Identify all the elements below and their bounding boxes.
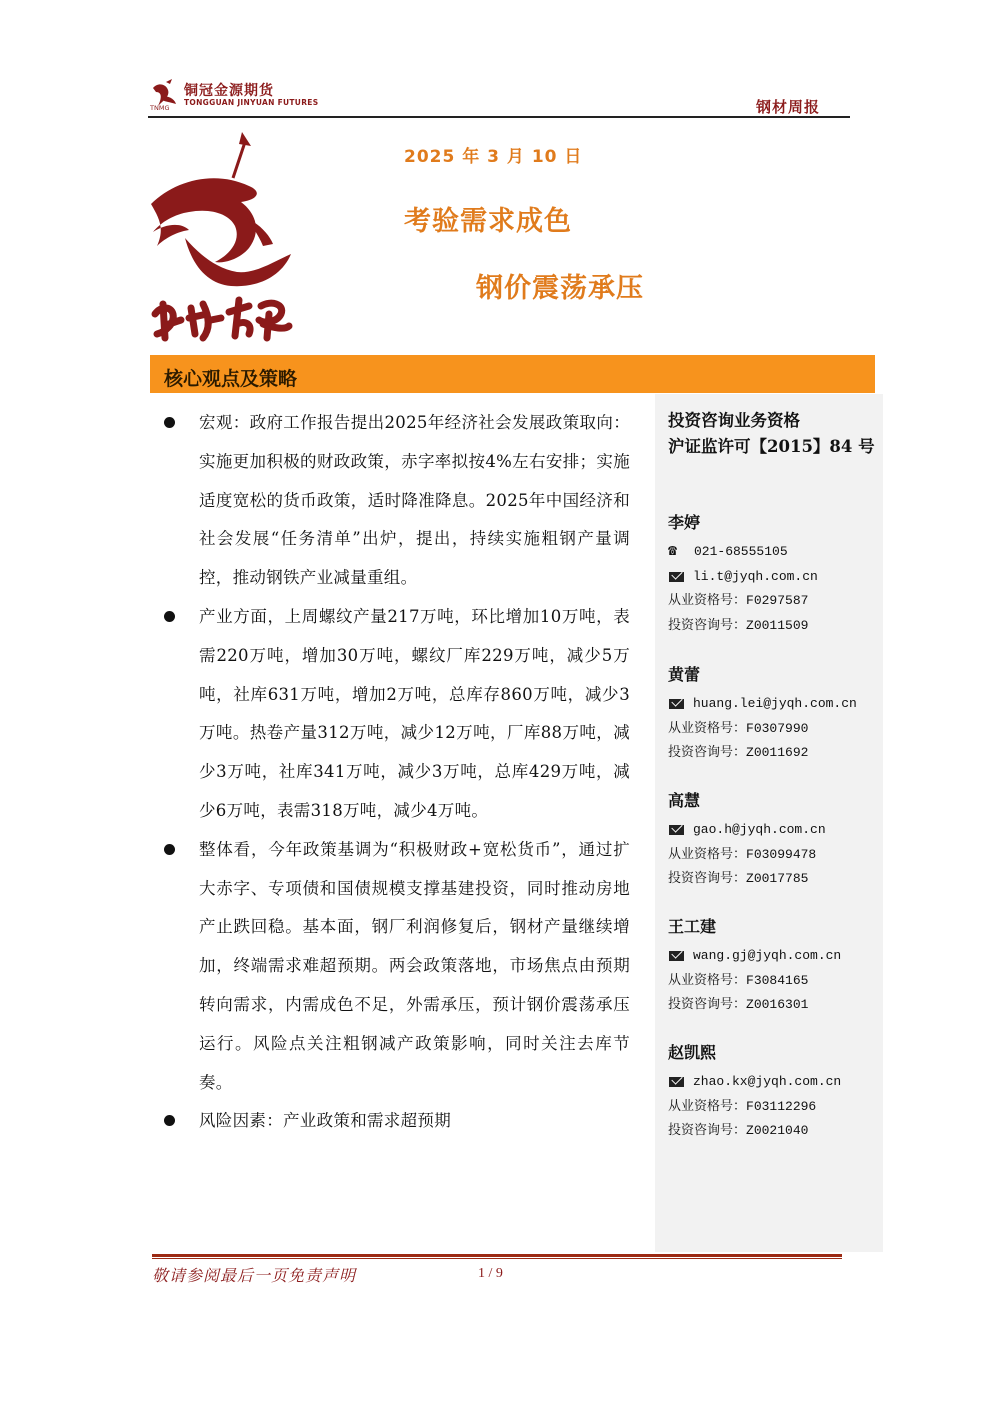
analyst-consult-row	[668, 867, 878, 892]
analyst-practice-row	[668, 969, 878, 994]
bullet-icon	[164, 417, 175, 428]
report-type: 钢材周报	[756, 98, 821, 116]
consult-label: 投资咨询号：	[668, 997, 747, 1012]
analyst-card	[668, 664, 878, 766]
consult-number: Z0021040	[746, 1123, 809, 1138]
analyst-phone: 021-68555105	[694, 544, 788, 559]
analyst-card	[668, 1042, 878, 1144]
list-item	[160, 1102, 630, 1141]
steel-logo-icon	[145, 128, 295, 348]
practice-label: 从业资格号：	[668, 1098, 747, 1114]
page-number: 1 / 9	[478, 1266, 503, 1281]
analyst-email-row	[668, 692, 878, 717]
analyst-email[interactable]: huang.lei@jyqh.com.cn	[693, 696, 857, 711]
practice-number: F03112296	[746, 1098, 817, 1114]
bullet-text-industry: 产业方面，上周螺纹产量217万吨，环比增加10万吨，表需220万吨，增加30万吨，螺纹厂库229万吨，减少5万吨，社库631万吨，增加2万吨，总库存860万吨，减少3万吨。热卷产量312万吨，减少12万吨，厂库88万吨，减少3万吨，社库341万吨，减少3万吨，总库429万吨，减少6万吨，表需318万吨，减少4万吨。	[199, 606, 630, 820]
analyst-email-row	[668, 565, 878, 590]
footer-divider	[152, 1254, 842, 1257]
consult-number: Z0016301	[746, 997, 809, 1012]
list-item	[160, 598, 630, 831]
bullet-icon	[164, 844, 175, 855]
practice-label: 从业资格号：	[668, 720, 747, 736]
practice-number: F0307990	[746, 720, 809, 736]
analyst-email-row	[668, 1070, 878, 1095]
analyst-email[interactable]: wang.gj@jyqh.com.cn	[693, 948, 842, 963]
analyst-email-row	[668, 944, 878, 969]
email-icon	[669, 825, 684, 835]
analyst-phone-row	[668, 540, 878, 565]
company-name-en: TONGGUAN JINYUAN FUTURES	[184, 98, 319, 107]
email-icon	[669, 572, 684, 582]
consult-label: 投资咨询号：	[668, 1123, 747, 1138]
consult-label: 投资咨询号：	[668, 617, 747, 633]
company-name-cn: 铜冠金源期货	[184, 83, 274, 99]
analyst-consult-row	[668, 614, 878, 639]
list-item	[160, 404, 630, 598]
consult-number: Z0011692	[746, 745, 809, 760]
header-divider	[148, 116, 850, 118]
phone-icon: ☎	[668, 543, 678, 561]
analyst-consult-row	[668, 741, 878, 766]
analyst-email-row	[668, 818, 878, 843]
practice-number: F3084165	[746, 972, 809, 988]
analyst-consult-row	[668, 1119, 878, 1144]
core-views-list	[160, 404, 630, 1141]
analyst-name: 黄蕾	[668, 665, 701, 684]
analyst-card	[668, 790, 878, 892]
practice-number: F0297587	[746, 593, 809, 608]
list-item	[160, 831, 630, 1103]
email-icon	[669, 951, 684, 961]
bullet-text-macro: 宏观：政府工作报告提出2025年经济社会发展政策取向：实施更加积极的财政政策，赤字率拟按4%左右安排；实施适度宽松的货币政策，适时降准降息。2025年中国经济和社会发展“任务清单”出炉，提出，持续实施粗钢产量调控，推动钢铁产业减量重组。	[199, 413, 630, 588]
consult-label: 投资咨询号：	[668, 871, 747, 886]
analyst-name: 高慧	[668, 791, 701, 810]
email-icon	[669, 1077, 684, 1087]
practice-label: 从业资格号：	[668, 972, 747, 988]
practice-number: F03099478	[746, 846, 817, 862]
analyst-name: 李婷	[668, 513, 701, 532]
analyst-practice-row	[668, 843, 878, 868]
analyst-name: 王工建	[668, 917, 717, 936]
bullet-icon	[164, 1115, 175, 1126]
analyst-email[interactable]: gao.h@jyqh.com.cn	[693, 822, 826, 837]
report-title-line2: 钢价震荡承压	[476, 273, 644, 304]
disclaimer-note: 敬请参阅最后一页免责声明	[152, 1266, 357, 1285]
analyst-name: 赵凯熙	[668, 1043, 717, 1062]
footer-divider-thin	[152, 1258, 842, 1259]
bullet-icon	[164, 611, 175, 622]
qualification-line1: 投资咨询业务资格	[668, 411, 800, 430]
email-icon	[669, 699, 684, 709]
report-title-line1: 考验需求成色	[404, 206, 572, 237]
analyst-card	[668, 916, 878, 1018]
bullet-text-overall: 整体看，今年政策基调为“积极财政+宽松货币”，通过扩大赤字、专项债和国债规模支撑基建投资，同时推动房地产止跌回稳。基本面，钢厂利润修复后，钢材产量继续增加，终端需求难超预期。两会政策落地，市场焦点由预期转向需求，内需成色不足，外需承压，预计钢价震荡承压运行。风险点关注粗钢减产政策影响，同时关注去库节奏。	[199, 839, 630, 1092]
consult-number: Z0011509	[746, 617, 809, 633]
analyst-email[interactable]: zhao.kx@jyqh.com.cn	[693, 1074, 842, 1089]
qualification	[668, 408, 875, 460]
section-banner-label: 核心观点及策略	[164, 368, 298, 390]
practice-label: 从业资格号：	[668, 593, 747, 608]
analyst-practice-row	[668, 589, 878, 614]
consult-number: Z0017785	[746, 871, 809, 886]
analyst-card	[668, 512, 878, 638]
analyst-email[interactable]: li.t@jyqh.com.cn	[693, 568, 818, 584]
analyst-consult-row	[668, 993, 878, 1018]
company-abbr: TNMG	[150, 104, 170, 112]
analyst-practice-row	[668, 717, 878, 742]
report-date: 2025 年 3 月 10 日	[404, 147, 583, 167]
bullet-text-risk: 风险因素：产业政策和需求超预期	[199, 1111, 451, 1131]
analyst-practice-row	[668, 1095, 878, 1120]
practice-label: 从业资格号：	[668, 846, 747, 862]
consult-label: 投资咨询号：	[668, 745, 747, 760]
qualification-line2: 沪证监许可【2015】84 号	[668, 437, 875, 456]
